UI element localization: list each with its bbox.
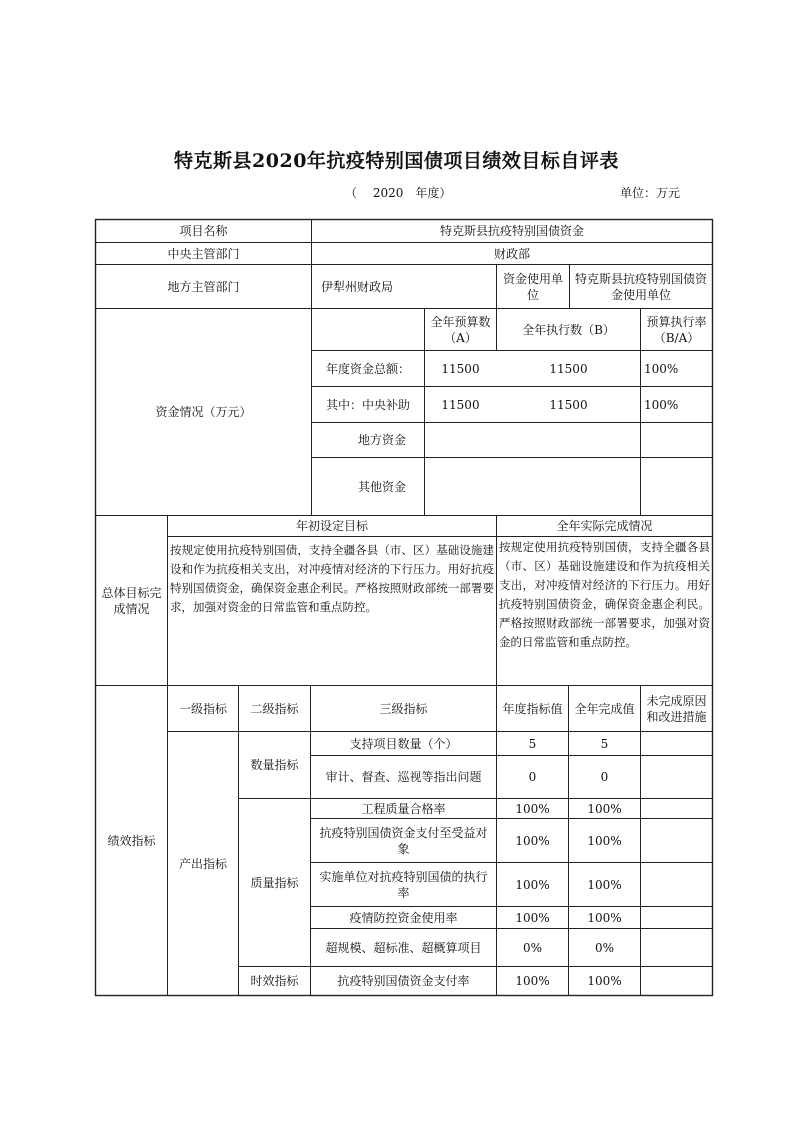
indicator-actual: 100% — [587, 910, 622, 925]
goals-actual-header: 全年实际完成情况 — [556, 519, 653, 533]
indicator-actual: 100% — [587, 801, 622, 816]
funds-row-rate: 100% — [644, 397, 679, 412]
goals-section-label: 总体目标完成情况 — [101, 585, 162, 616]
funds-row-label: 其他资金 — [357, 479, 406, 494]
funds-section-label: 资金情况（万元） — [155, 405, 252, 419]
indicator-name: 抗疫特别国债资金支付率 — [337, 974, 470, 988]
level1-output: 产出指标 — [178, 856, 227, 871]
header-reason: 未完成原因和改进措施 — [646, 693, 707, 724]
indicator-actual: 0% — [594, 940, 615, 955]
indicator-name: 实施单位对抗疫特别国债的执行率 — [319, 869, 488, 900]
funds-row-label: 地方资金 — [357, 433, 406, 447]
goals-initial-text: 按规定使用抗疫特别国债，支持全疆各县（市、区）基础设施建设和作为抗疫相关支出，对冲疫情对经济的下行压力。用好抗疫特别国债资金，确保资金惠企利民。严格按照财政部统一部署要求，加强对资金的日常监管和重点防控。 — [170, 543, 494, 614]
indicator-name: 工程质量合格率 — [361, 801, 446, 816]
indicator-actual: 5 — [600, 736, 609, 751]
funds-col-budget: 全年预算数（A） — [430, 314, 491, 345]
central-dept-label: 中央主管部门 — [167, 246, 240, 261]
indicator-name: 支持项目数量（个） — [349, 736, 458, 751]
indicator-actual: 0 — [600, 770, 609, 784]
user-unit-value: 特克斯县抗疫特别国债资金使用单位 — [574, 271, 707, 302]
header-annual-actual: 全年完成值 — [574, 701, 635, 716]
unit-label: 单位：万元 — [620, 186, 681, 200]
funds-row-rate: 100% — [644, 361, 679, 376]
page-title: 特克斯县2020年抗疫特别国债项目绩效目标自评表 — [174, 150, 619, 172]
user-unit-label: 资金使用单位 — [502, 271, 563, 302]
indicator-target: 0% — [522, 940, 543, 955]
goals-initial-header: 年初设定目标 — [295, 519, 368, 533]
indicator-target: 100% — [515, 974, 550, 988]
indicator-target: 100% — [515, 801, 550, 816]
funds-col-rate: 预算执行率（B/A） — [646, 314, 707, 345]
goals-actual-text: 按规定使用抗疫特别国债，支持全疆各县（市、区）基础设施建设和作为抗疫相关支出，对冲疫情对经济的下行压力。用好抗疫特别国债资金，确保资金惠企利民。严格按照财政部统一部署要求，加强对资金的日常监管和重点防控。 — [499, 540, 710, 649]
indicator-actual: 100% — [587, 974, 622, 988]
header-annual-target: 年度指标值 — [502, 701, 563, 716]
header-level3: 三级指标 — [379, 701, 428, 716]
group-quantity: 数量指标 — [250, 758, 299, 772]
performance-section-label: 绩效指标 — [107, 833, 156, 848]
indicator-target: 0 — [528, 770, 537, 784]
local-dept-value: 伊犁州财政局 — [321, 279, 394, 294]
indicator-name: 疫情防控资金使用率 — [349, 910, 458, 925]
funds-row-budget: 11500 — [441, 397, 480, 412]
indicator-target: 100% — [515, 877, 550, 892]
project-name-value: 特克斯县抗疫特别国债资金 — [439, 224, 584, 238]
indicator-name: 抗疫特别国债资金支付至受益对象 — [319, 825, 488, 856]
indicator-target: 100% — [515, 910, 550, 925]
local-dept-label: 地方主管部门 — [167, 279, 240, 294]
indicator-target: 100% — [515, 833, 550, 848]
funds-row-exec: 11500 — [549, 397, 588, 412]
indicator-name: 审计、督查、巡视等指出问题 — [325, 770, 482, 784]
funds-row-label: 其中：中央补助 — [325, 397, 410, 412]
project-name-label: 项目名称 — [179, 224, 228, 238]
group-quality: 质量指标 — [250, 875, 299, 890]
funds-row-exec: 11500 — [549, 361, 588, 376]
indicator-actual: 100% — [587, 877, 622, 892]
group-timeliness: 时效指标 — [250, 974, 299, 988]
central-dept-value: 财政部 — [493, 246, 530, 261]
funds-col-exec: 全年执行数（B） — [522, 322, 615, 337]
header-level1: 一级指标 — [178, 701, 227, 716]
year-label: （ 2020 年度） — [345, 186, 452, 200]
indicator-target: 5 — [528, 736, 537, 751]
funds-row-label: 年度资金总额： — [325, 361, 410, 376]
funds-row-budget: 11500 — [441, 361, 480, 376]
indicator-name: 超规模、超标准、超概算项目 — [325, 940, 482, 955]
header-level2: 二级指标 — [250, 701, 299, 716]
indicator-actual: 100% — [587, 833, 622, 848]
